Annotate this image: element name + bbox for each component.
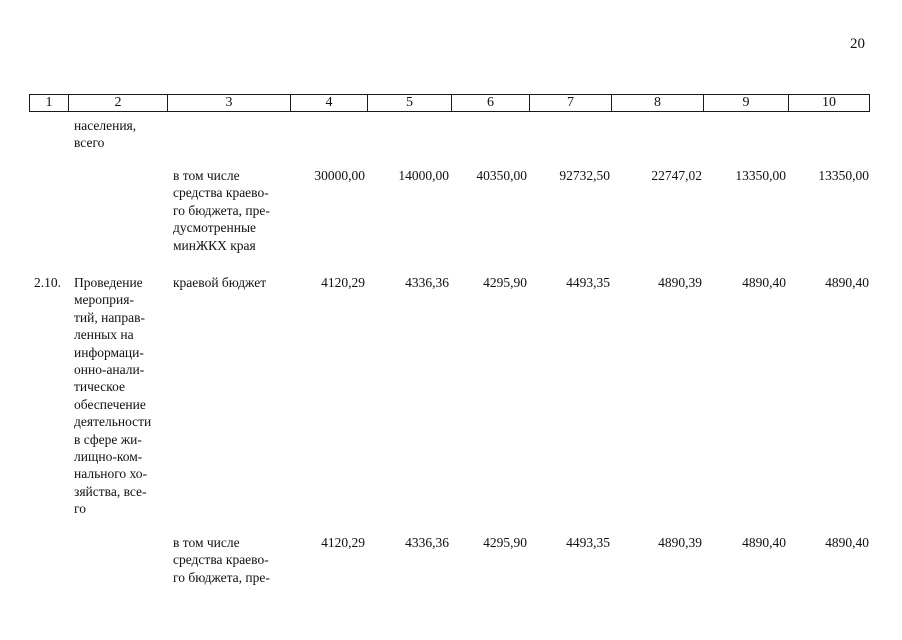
value-col-9: 4890,40	[742, 535, 786, 550]
value-col-10: 13350,00	[818, 168, 869, 183]
source-line: го бюджета, пре-	[173, 569, 270, 585]
header-cell-3: 3	[167, 95, 290, 111]
description-line: деятельности	[74, 414, 152, 430]
value-col-6: 4295,90	[483, 535, 527, 550]
description-line: в сфере жи-	[74, 431, 142, 447]
source-line: минЖКХ края	[173, 237, 256, 253]
value-col-4: 4120,29	[321, 535, 365, 550]
table-header-row	[29, 94, 870, 112]
value-col-7: 92732,50	[559, 168, 610, 183]
value-col-10: 4890,40	[825, 275, 869, 290]
header-cell-2: 2	[68, 95, 167, 111]
header-cell-7: 7	[529, 95, 611, 111]
description-line: информаци-	[74, 344, 144, 360]
value-col-7: 4493,35	[566, 535, 610, 550]
source-line: в том числе	[173, 535, 240, 550]
value-col-8: 22747,02	[651, 168, 702, 183]
description-line: нального хо-	[74, 466, 148, 482]
value-col-5: 4336,36	[405, 535, 449, 550]
row-number: 2.10.	[34, 275, 61, 290]
description-line: го	[74, 501, 86, 517]
value-col-9: 13350,00	[735, 168, 786, 183]
source-line: в том числе	[173, 168, 240, 183]
description-line: обеспечение	[74, 396, 146, 412]
header-cell-6: 6	[451, 95, 529, 111]
value-col-4: 4120,29	[321, 275, 365, 290]
row-source	[173, 167, 285, 254]
source-line: го бюджета, пре-	[173, 202, 270, 218]
value-col-5: 14000,00	[398, 168, 449, 183]
source-line: средства краево-	[173, 552, 269, 568]
description-line: Проведение	[74, 275, 143, 290]
header-cell-9: 9	[703, 95, 788, 111]
description-line: населения,	[74, 118, 137, 133]
header-cell-4: 4	[290, 95, 367, 111]
value-col-7: 4493,35	[566, 275, 610, 290]
row-source	[173, 274, 266, 291]
value-col-5: 4336,36	[405, 275, 449, 290]
row-description	[74, 274, 162, 518]
header-cell-8: 8	[611, 95, 703, 111]
description-line: зяйства, все-	[74, 483, 147, 499]
value-col-6: 4295,90	[483, 275, 527, 290]
description-line: мероприя-	[74, 292, 134, 308]
source-line: дусмотренные	[173, 220, 257, 236]
page-number: 20	[850, 36, 865, 52]
value-col-8: 4890,39	[658, 535, 702, 550]
description-line: онно-анали-	[74, 362, 145, 378]
header-cell-10: 10	[788, 95, 869, 111]
source-line: средства краево-	[173, 185, 269, 201]
description-line: тий, направ-	[74, 309, 145, 325]
row-source	[173, 534, 285, 586]
description-line: лищно-ком-	[74, 449, 143, 465]
source-line: краевой бюджет	[173, 275, 267, 290]
description-line: ленных на	[74, 327, 134, 343]
value-col-8: 4890,39	[658, 275, 702, 290]
description-line: тическое	[74, 379, 126, 395]
description-line: всего	[74, 135, 105, 151]
value-col-10: 4890,40	[825, 535, 869, 550]
value-col-9: 4890,40	[742, 275, 786, 290]
header-cell-5: 5	[367, 95, 451, 111]
value-col-4: 30000,00	[314, 168, 365, 183]
row-description	[74, 117, 162, 152]
header-cell-1: 1	[45, 95, 53, 110]
value-col-6: 40350,00	[476, 168, 527, 183]
